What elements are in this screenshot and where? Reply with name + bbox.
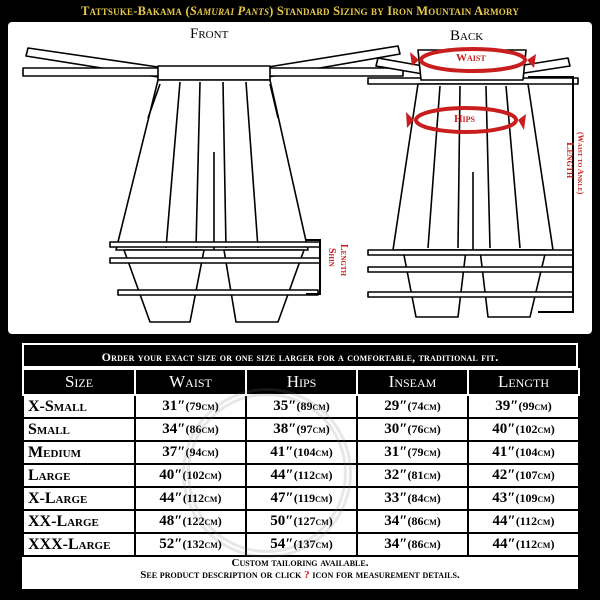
waist-cell <box>135 418 246 441</box>
shin-label-2: Length <box>338 244 349 276</box>
hips-inches: 47″ <box>270 490 294 506</box>
back-tie-lower <box>368 267 573 272</box>
waist-cm: (102cm) <box>182 468 222 482</box>
size-table <box>22 368 580 557</box>
hips-inches: 35″ <box>273 398 297 414</box>
hips-inches: 54″ <box>270 536 294 552</box>
waist-cell <box>135 533 246 556</box>
waist-cm: (112cm) <box>182 491 222 505</box>
length-cm: (107cm) <box>515 468 555 482</box>
length-cm: (102cm) <box>515 422 555 436</box>
length-cell <box>468 464 579 487</box>
header-size: Size <box>23 369 135 395</box>
length-sub-label: (Waist to Ankle) <box>576 132 585 195</box>
length-cm: (112cm) <box>515 537 555 551</box>
inseam-cell <box>357 395 468 418</box>
size-table-section <box>22 343 578 589</box>
size-cell: Medium <box>23 441 135 464</box>
length-label: Length <box>564 142 576 179</box>
front-tie-lower <box>110 258 320 263</box>
inseam-inches: 31″ <box>384 444 408 460</box>
hips-label: Hips <box>454 113 476 125</box>
inseam-cell <box>357 464 468 487</box>
table-row <box>23 510 579 533</box>
inseam-cm: (81cm) <box>407 468 441 482</box>
inseam-inches: 32″ <box>384 467 408 483</box>
length-inches: 40″ <box>492 421 516 437</box>
waist-inches: 34″ <box>162 421 186 437</box>
hips-inches: 44″ <box>270 467 294 483</box>
hips-cell <box>246 510 357 533</box>
length-inches: 42″ <box>492 467 516 483</box>
hips-cell <box>246 441 357 464</box>
length-inches: 43″ <box>492 490 516 506</box>
front-tie-upper <box>110 242 320 247</box>
waist-cell <box>135 441 246 464</box>
inseam-inches: 34″ <box>384 513 408 529</box>
footer-text-start: See product description or click <box>140 569 302 581</box>
hips-inches: 50″ <box>270 513 294 529</box>
waist-cell <box>135 510 246 533</box>
length-cell <box>468 510 579 533</box>
length-inches: 39″ <box>495 398 519 414</box>
hips-cm: (112cm) <box>293 468 333 482</box>
waist-cell <box>135 487 246 510</box>
inseam-cm: (86cm) <box>407 514 441 528</box>
hips-cm: (137cm) <box>293 537 333 551</box>
title-text-end: ) Standard Sizing by Iron Mountain Armory <box>269 4 520 18</box>
inseam-inches: 29″ <box>384 398 408 414</box>
waist-inches: 31″ <box>162 398 186 414</box>
hips-cell <box>246 395 357 418</box>
size-cell: X-Small <box>23 395 135 418</box>
hips-cell <box>246 533 357 556</box>
inseam-inches: 33″ <box>384 490 408 506</box>
length-inches: 44″ <box>492 536 516 552</box>
front-skirt <box>116 80 308 250</box>
inseam-cm: (79cm) <box>407 445 441 459</box>
length-cm: (112cm) <box>515 514 555 528</box>
length-cm: (99cm) <box>518 399 552 413</box>
shin-label-1: Shin <box>326 248 337 267</box>
fit-banner: Order your exact size or one size larger for a comfortable, traditional fit. <box>22 343 578 368</box>
footer-text-end: icon for measurement details. <box>312 569 460 581</box>
back-tie-ankle <box>368 292 573 297</box>
hips-cm: (97cm) <box>296 422 330 436</box>
length-cm: (104cm) <box>515 445 555 459</box>
back-leg-left <box>403 250 466 317</box>
waist-label: Waist <box>456 52 486 64</box>
hips-cm: (104cm) <box>293 445 333 459</box>
title-text-italic: Samurai Pants <box>189 4 270 18</box>
waist-inches: 48″ <box>159 513 183 529</box>
front-tie-ankle <box>118 290 318 295</box>
length-inches: 44″ <box>492 513 516 529</box>
footer-line-2 <box>22 569 578 581</box>
table-row <box>23 441 579 464</box>
page-title <box>0 0 600 22</box>
length-cell <box>468 418 579 441</box>
inseam-cm: (86cm) <box>407 537 441 551</box>
front-label: Front <box>190 26 229 42</box>
inseam-cell <box>357 441 468 464</box>
size-cell: XX-Large <box>23 510 135 533</box>
size-cell: Small <box>23 418 135 441</box>
inseam-cell <box>357 487 468 510</box>
waist-inches: 52″ <box>159 536 183 552</box>
table-header-row <box>23 369 579 395</box>
hips-cell <box>246 418 357 441</box>
hips-cm: (119cm) <box>293 491 333 505</box>
length-cell <box>468 487 579 510</box>
length-cell <box>468 395 579 418</box>
length-cell <box>468 533 579 556</box>
inseam-inches: 34″ <box>384 536 408 552</box>
hips-cell <box>246 487 357 510</box>
hips-cm: (127cm) <box>293 514 333 528</box>
size-cell: XXX-Large <box>23 533 135 556</box>
back-label: Back <box>450 28 484 44</box>
header-waist: Waist <box>135 369 246 395</box>
table-row <box>23 533 579 556</box>
front-waistband <box>158 66 270 80</box>
inseam-cm: (74cm) <box>407 399 441 413</box>
table-row <box>23 395 579 418</box>
inseam-cm: (76cm) <box>407 422 441 436</box>
title-text-start: Tattsuke-Bakama ( <box>80 4 190 18</box>
waist-cm: (122cm) <box>182 514 222 528</box>
waist-cell <box>135 395 246 418</box>
illustration-panel <box>8 22 592 334</box>
header-length: Length <box>468 369 579 395</box>
table-row <box>23 418 579 441</box>
inseam-cell <box>357 510 468 533</box>
header-hips: Hips <box>246 369 357 395</box>
inseam-cell <box>357 418 468 441</box>
waist-cell <box>135 464 246 487</box>
header-inseam: Inseam <box>357 369 468 395</box>
footer-line-1: Custom tailoring available. <box>231 557 369 569</box>
table-row <box>23 487 579 510</box>
back-tie-upper <box>368 250 573 255</box>
hips-inches: 41″ <box>270 444 294 460</box>
hips-cm: (89cm) <box>296 399 330 413</box>
back-leg-right <box>480 250 546 317</box>
inseam-cm: (84cm) <box>407 491 441 505</box>
inseam-cell <box>357 533 468 556</box>
help-question-icon[interactable]: ? <box>304 569 310 581</box>
hips-cell <box>246 464 357 487</box>
size-cell: Large <box>23 464 135 487</box>
waist-inches: 37″ <box>162 444 186 460</box>
waist-inches: 40″ <box>159 467 183 483</box>
waist-inches: 44″ <box>159 490 183 506</box>
size-cell: X-Large <box>23 487 135 510</box>
length-inches: 41″ <box>492 444 516 460</box>
waist-cm: (132cm) <box>182 537 222 551</box>
table-row <box>23 464 579 487</box>
waist-cm: (86cm) <box>185 422 219 436</box>
waist-cm: (94cm) <box>185 445 219 459</box>
hakama-illustration <box>8 22 592 334</box>
hips-inches: 38″ <box>273 421 297 437</box>
inseam-inches: 30″ <box>384 421 408 437</box>
length-cell <box>468 441 579 464</box>
waist-cm: (79cm) <box>185 399 219 413</box>
length-cm: (109cm) <box>515 491 555 505</box>
